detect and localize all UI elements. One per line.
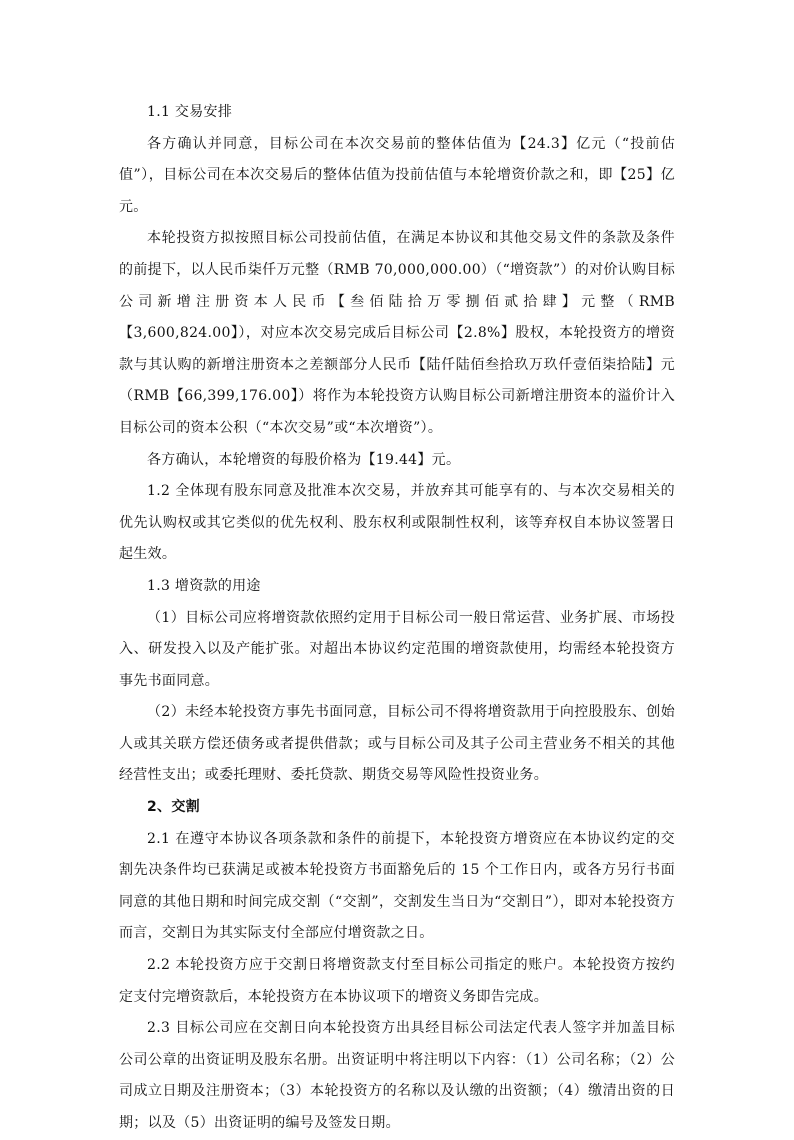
section-heading-2: 2、交割 (147, 799, 200, 816)
section-heading-1-1: 1.1 交易安排 (147, 104, 233, 120)
paragraph-use-1: （1）目标公司应将增资款依照约定用于目标公司一般日常运营、业务扩展、市场投入、研发投入以及产能扩张。对超出本协议约定范围的增资款使用，均需经本轮投资方事先书面同意。 (119, 609, 675, 689)
paragraph-2-3: 2.3 目标公司应在交割日向本轮投资方出具经目标公司法定代表人签字并加盖目标公司公章的出资证明及股东名册。出资证明中将注明以下内容：（1）公司名称；（2）公司成立日期及注册资本；（3）本轮投资方的名称以及认缴的出资额；（4）缴清出资的日期；以及（5）出资证明的编号及签发日期。 (119, 1020, 675, 1131)
paragraph-1-2: 1.2 全体现有股东同意及批准本次交易，并放弃其可能享有的、与本次交易相关的优先认购权或其它类似的优先权利、股东权利或限制性权利，该等弃权自本协议签署日起生效。 (119, 483, 675, 563)
paragraph-2-2: 2.2 本轮投资方应于交割日将增资款支付至目标公司指定的账户。本轮投资方按约定支付完增资款后，本轮投资方在本协议项下的增资义务即告完成。 (119, 957, 675, 1005)
paragraph-use-2: （2）未经本轮投资方事先书面同意，目标公司不得将增资款用于向控股股东、创始人或其关联方偿还债务或者提供借款；或与目标公司及其子公司主营业务不相关的其他经营性支出；或委托理财、委托贷款、期货交易等风险性投资业务。 (119, 704, 675, 784)
paragraph-share-price: 各方确认，本轮增资的每股价格为【19.44】元。 (147, 451, 461, 468)
paragraph-valuation: 各方确认并同意，目标公司在本次交易前的整体估值为【24.3】亿元（“投前估值”），目标公司在本次交易后的整体估值为投前估值与本轮增资价款之和，即【25】亿元。 (119, 135, 675, 215)
paragraph-subscription: 本轮投资方拟按照目标公司投前估值，在满足本协议和其他交易文件的条款及条件的前提下，以人民币柒仟万元整（RMB 70,000,000.00）（“增资款”）的对价认购目标公司新增注册资本人民币【叁佰陆拾万零捌佰贰拾肆】元整（RMB【3,600,824.00】），对应本次交易完成后目标公司【2.8%】股权，本轮投资方的增资款与其认购的新增注册资本之差额部分人民币【陆仟陆佰叁拾玖万玖仟壹佰柒拾陆】元（RMB【66,399,176.00】）将作为本轮投资方认购目标公司新增注册资本的溢价计入目标公司的资本公积（“本次交易”或“本次增资”）。 (119, 230, 675, 436)
section-heading-1-3: 1.3 增资款的用途 (147, 577, 261, 594)
paragraph-2-1: 2.1 在遵守本协议各项条款和条件的前提下，本轮投资方增资应在本协议约定的交割先决条件均已获满足或被本轮投资方书面豁免后的 15 个工作日内，或各方另行书面同意的其他日期和时间完成交割（“交割”，交割发生当日为“交割日”），即对本轮投资方而言，交割日为其实际支付全部应付增资款之日。 (119, 830, 675, 942)
